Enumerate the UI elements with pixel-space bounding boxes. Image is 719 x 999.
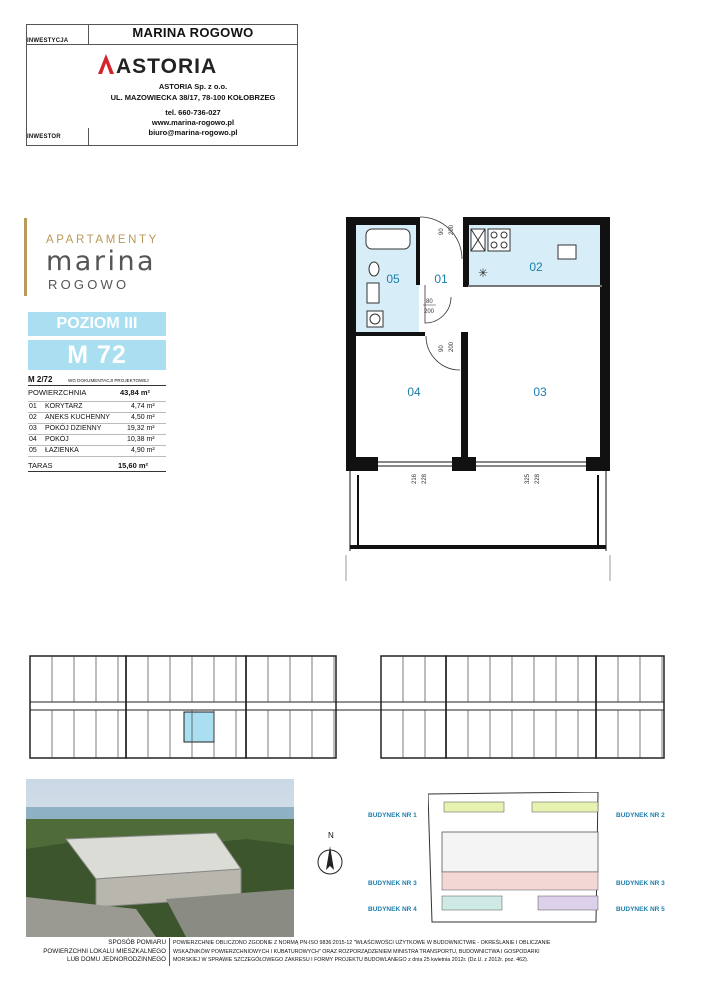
footer-right [173,939,693,965]
company-email[interactable]: biuro@marina-rogowo.pl [148,128,238,137]
wall-bath-bottom [356,332,425,336]
brand-line1: APARTAMENTY [46,234,159,246]
kitchen-sink [558,245,576,259]
room-area: 10,38 m² [127,436,155,443]
site-main-building [442,832,598,872]
toilet [369,262,379,276]
company-name: ASTORIA Sp. z o.o. [158,82,228,91]
sink [367,283,379,303]
investment-name: MARINA ROGOWO [132,25,254,40]
area-label: POWIERZCHNIA [28,388,87,397]
room-area: 4,74 m² [131,403,155,410]
room-no: 02 [29,414,37,421]
building-overview [26,652,670,762]
footer-left [26,939,166,965]
wall-left [346,217,356,469]
investment-label: INWESTYCJA [27,38,69,44]
investor-label: INWESTOR [27,134,61,140]
washer [367,311,383,327]
room-no: 05 [29,447,37,454]
wall-bottom-left [346,457,378,471]
astoria-logo-svg [96,50,226,78]
dim-window2-top: 325 [525,473,531,484]
room-area: 4,90 m² [131,447,155,454]
site-label-2: BUDYNEK NR 2 [616,812,665,819]
brand-line2: marina [46,246,157,277]
wall-bottom-mid [452,457,476,471]
dim-door3-top: 90 [439,345,445,352]
site-plan [428,792,608,927]
room-name: ŁAZIENKA [45,447,79,454]
wall-top-left [346,217,420,225]
dim-window1-top: 216 [412,473,418,484]
terrace-label: TARAS [28,461,53,470]
room-area: 19,32 m² [127,425,155,432]
room-row [28,412,166,423]
room-label-03: 03 [533,385,547,399]
site-building-3 [442,872,598,890]
doc-id: M 2/72 [28,375,53,384]
north-label: N [328,831,334,840]
footer-left-line: POWIERZCHNI LOKALU MIESZKALNEGO [43,947,166,955]
site-building-2 [532,802,598,812]
company-website[interactable]: www.marina-rogowo.pl [151,118,235,127]
entry-door-swing [420,217,462,259]
area-value: 43,84 m² [120,388,151,397]
wall-top-right [463,217,610,225]
unit-band: M 72 [28,340,166,370]
overview-bg [26,656,670,758]
footer-right-line: POWIERZCHNIE OBLICZONO ZGODNIE Z NORMĄ PN-ISO 9836:2015-12 "WŁAŚCIWOŚCI UŻYTKOWE W BUDOWNICTWIE - OKREŚLANIE I OBLICZANIE [173,940,551,946]
room-row [28,434,166,445]
site-label-1: BUDYNEK NR 1 [368,812,417,819]
wall-partition [461,332,468,462]
room-area: 4,50 m² [131,414,155,421]
room-row [28,445,166,457]
footer-divider [169,938,170,966]
site-label-5: BUDYNEK NR 5 [616,906,665,913]
site-building-5 [538,896,598,910]
dim-window1-bot: 228 [422,473,428,484]
astoria-logo [96,50,226,78]
room-name: POKÓJ [45,436,69,443]
site-label-3a: BUDYNEK NR 3 [368,880,417,887]
level-band: POZIOM III [28,312,166,336]
north-arrow-icon [316,842,344,882]
building-render [26,779,294,937]
room-name: POKÓJ DZIENNY [45,425,102,432]
render-sea [26,807,294,821]
site-label-3b: BUDYNEK NR 3 [616,880,665,887]
dim-door3-bot: 200 [449,341,455,352]
terrace-value: 15,60 m² [118,461,149,470]
doc-note: WG DOKUMENTACJI PROJEKTOWEJ [68,378,149,383]
room-no: 04 [29,436,37,443]
terrace-edge [350,545,606,549]
dim-door2-bot: 200 [424,309,435,315]
footer-left-line: SPOSÓB POMIARU [108,939,166,946]
room-row [28,423,166,434]
dim-door1-top: 90 [439,228,445,235]
floor-plan [330,205,640,585]
wall-bottom-right [586,457,610,471]
company-phone: tel. 660-736-027 [165,108,221,117]
room-row [28,401,166,412]
company-address: UL. MAZOWIECKA 38/17, 78-100 KOŁOBRZEG [110,93,276,102]
footer-right-line: MORSKIEJ W SPRAWIE SZCZEGÓŁOWEGO ZAKRESU I FORMY PROJEKTU BUDOWLANEGO z dnia 25 kwietnia 2012r. (Dz.U. z 2012r. poz. 462). [173,957,529,963]
header-divider [26,44,298,45]
room-label-02: 02 [529,260,543,274]
kitchen-edge [468,285,602,287]
wall-bath-right [416,217,420,285]
room-label-05: 05 [386,272,400,286]
brand-line3: ROGOWO [48,277,130,292]
site-label-4: BUDYNEK NR 4 [368,906,417,913]
room-label-01: 01 [434,272,448,286]
wall-right [600,217,610,469]
info-rule-bottom [28,471,166,472]
highlighted-unit[interactable] [184,712,214,742]
brand-accent-bar [24,218,27,296]
info-rule-top [28,385,166,386]
wall-kitchen-left [463,217,469,287]
site-building-4 [442,896,502,910]
footer-left-line: LUB DOMU JEDNORODZINNEGO [66,956,166,963]
dim-door2-top: 80 [426,299,433,305]
room-name: KORYTARZ [45,403,83,410]
vent-icon: ✳ [478,266,489,280]
dim-door1-bot: 200 [449,224,455,235]
cooktop [488,229,510,251]
room-no: 01 [29,403,37,410]
room-label-04: 04 [407,385,421,399]
room-no: 03 [29,425,37,432]
site-building-1 [444,802,504,812]
bathtub [366,229,410,249]
room-name: ANEKS KUCHENNY [45,414,110,421]
footer-right-line: WSKAŹNIKÓW POWIERZCHNIOWYCH I KUBATUROWYCH" ORAZ ROZPORZĄDZENIEM MINISTRA TRANSPORTU, BUDOWNICTWA I GOSPODARKI [173,948,540,955]
room-door-swing [426,336,460,370]
astoria-logo-text: ASTORIA [116,55,218,78]
dim-window2-bot: 228 [535,473,541,484]
